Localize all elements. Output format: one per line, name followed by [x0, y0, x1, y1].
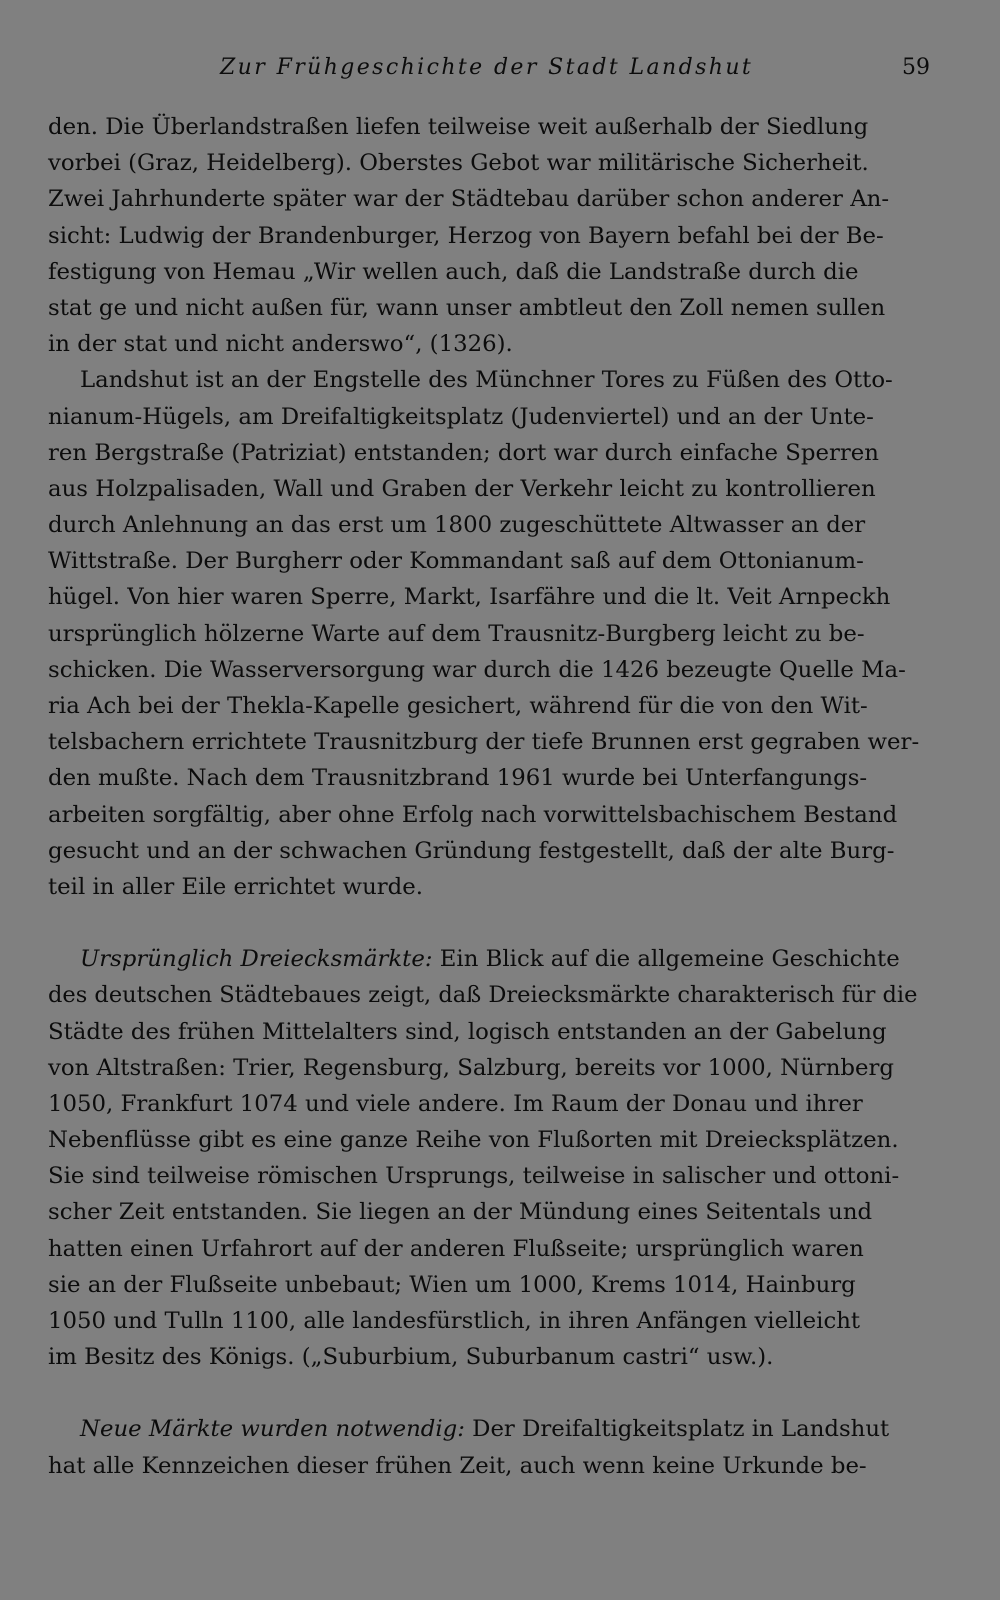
section-first-line-text: Ein Blick auf die allgemeine Geschichte [432, 946, 900, 973]
text-line: aus Holzpalisaden, Wall und Graben der Verkehr leicht zu kontrollieren [48, 475, 876, 502]
text-line: den mußte. Nach dem Trausnitzbrand 1961 wurde bei Unterfangungs- [48, 765, 868, 792]
section-spacer [48, 1375, 928, 1411]
text-line: festigung von Hemau „Wir wellen auch, daß die Landstraße durch die [48, 258, 859, 285]
text-line: hügel. Von hier waren Sperre, Markt, Isarfähre und die lt. Veit Arnpeckh [48, 584, 891, 611]
text-line: hat alle Kennzeichen dieser frühen Zeit, auch wenn keine Urkunde be- [48, 1452, 867, 1479]
section-heading: Ursprünglich Dreiecksmärkte: [80, 946, 433, 973]
section-neue-maerkte [48, 1411, 928, 1483]
text-line: Landshut ist an der Engstelle des Münchner Tores zu Füßen des Otto- [80, 367, 893, 394]
text-line: Sie sind teilweise römischen Ursprungs, teilweise in salischer und ottoni- [48, 1163, 900, 1190]
section-first-line [48, 941, 928, 977]
text-line: in der stat und nicht anderswo“, (1326). [48, 331, 513, 358]
text-line: ursprünglich hölzerne Warte auf dem Trausnitz-Burgberg leicht zu be- [48, 620, 865, 647]
text-line: Wittstraße. Der Burgherr oder Kommandant saß auf dem Ottonianum- [48, 548, 864, 575]
text-line: 1050, Frankfurt 1074 und viele andere. Im Raum der Donau und ihrer [48, 1090, 863, 1117]
text-line: des deutschen Städtebaues zeigt, daß Dreiecksmärkte charakterisch für die [48, 982, 918, 1009]
text-line: vorbei (Graz, Heidelberg). Oberstes Gebot war militärische Sicherheit. [48, 150, 869, 177]
text-line: Städte des frühen Mittelalters sind, logisch entstanden an der Gabelung [48, 1018, 887, 1045]
text-line: ren Bergstraße (Patriziat) entstanden; dort war durch einfache Sperren [48, 439, 879, 466]
section-dreiecksmaerkte [48, 941, 928, 1375]
text-line: scher Zeit entstanden. Sie liegen an der Mündung eines Seitentals und [48, 1199, 873, 1226]
text-line: telsbachern errichtete Trausnitzburg der tiefe Brunnen erst gegraben wer- [48, 729, 920, 756]
paragraph-1 [48, 109, 928, 362]
text-line: nianum-Hügels, am Dreifaltigkeitsplatz (Judenviertel) und an der Unte- [48, 403, 874, 430]
text-line: sicht: Ludwig der Brandenburger, Herzog von Bayern befahl bei der Be- [48, 222, 884, 249]
body-text [48, 109, 928, 1484]
section-first-line-text: Der Dreifaltigkeitsplatz in Landshut [464, 1416, 890, 1443]
text-line: 1050 und Tulln 1100, alle landesfürstlich, in ihren Anfängen vielleicht [48, 1308, 861, 1334]
section-spacer [48, 905, 928, 941]
text-line: gesucht und an der schwachen Gründung festgestellt, daß der alte Burg- [48, 837, 895, 864]
text-line: arbeiten sorgfältig, aber ohne Erfolg nach vorwittelsbachischem Bestand [48, 801, 898, 828]
page-number: 59 [902, 55, 930, 80]
paragraph-2 [48, 362, 928, 905]
text-line: Zwei Jahrhunderte später war der Städtebau darüber schon anderer An- [48, 186, 890, 213]
text-line: von Altstraßen: Trier, Regensburg, Salzburg, bereits vor 1000, Nürnberg [48, 1054, 894, 1081]
text-line: teil in aller Eile errichtet wurde. [48, 873, 423, 900]
text-line: Nebenflüsse gibt es eine ganze Reihe von Flußorten mit Dreiecksplätzen. [48, 1127, 899, 1154]
section-first-line [48, 1411, 928, 1447]
text-line: schicken. Die Wasserversorgung war durch die 1426 bezeugte Quelle Ma- [48, 656, 906, 683]
section-heading: Neue Märkte wurden notwendig: [80, 1416, 465, 1443]
text-line: hatten einen Urfahrort auf der anderen Flußseite; ursprünglich waren [48, 1235, 864, 1262]
running-head: Zur Frühgeschichte der Stadt Landshut [220, 55, 754, 80]
text-line: den. Die Überlandstraßen liefen teilweise weit außerhalb der Siedlung [48, 114, 869, 140]
text-line: durch Anlehnung an das erst um 1800 zugeschüttete Altwasser an der [48, 512, 866, 539]
text-line: stat ge und nicht außen für, wann unser ambtleut den Zoll nemen sullen [48, 294, 886, 321]
text-line: sie an der Flußseite unbebaut; Wien um 1000, Krems 1014, Hainburg [48, 1271, 856, 1298]
text-line: ria Ach bei der Thekla-Kapelle gesichert, während für die von den Wit- [48, 693, 868, 719]
text-line: im Besitz des Königs. („Suburbium, Suburbanum castri“ usw.). [48, 1344, 774, 1371]
